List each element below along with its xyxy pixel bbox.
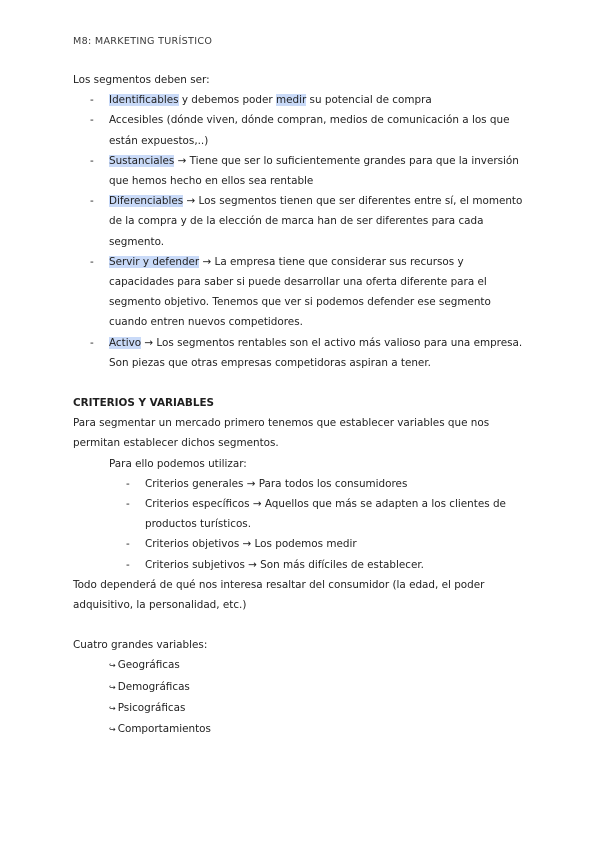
- highlighted-term: Identificables: [109, 94, 179, 107]
- highlighted-term: Servir y defender: [109, 255, 200, 268]
- segments-intro: Los segmentos deben ser:: [73, 74, 210, 86]
- highlighted-term: Activo: [109, 336, 142, 349]
- list-item: - Diferenciables → Los segmentos tienen que ser diferentes entre sí, el momento de la compra y de la elección de marca han de ser diferentes para cada segmento.: [73, 191, 528, 252]
- variables-intro: Cuatro grandes variables:: [73, 639, 208, 652]
- return-arrow-icon: ↪: [109, 725, 116, 735]
- list-item: ↪ Demográficas: [109, 680, 190, 693]
- criteria-list: [109, 474, 528, 575]
- list-item: - Activo → Los segmentos rentables son el activo más valioso para una empresa. Son piezas que otras empresas competidoras aspiran a tener.: [73, 333, 528, 373]
- criteria-conclusion: Todo dependerá de qué nos interesa resaltar del consumidor (la edad, el poder adquisitivo, la personalidad, etc.): [73, 578, 485, 612]
- variables-list: [73, 655, 528, 740]
- highlighted-term: medir: [275, 94, 307, 107]
- spacer: [73, 615, 528, 635]
- list-item: - Identificables y debemos poder medir su potencial de compra: [73, 90, 528, 110]
- return-arrow-icon: ↪: [109, 703, 116, 713]
- document-body: [73, 70, 528, 740]
- highlighted-term: Sustanciales: [109, 154, 175, 167]
- list-item: - Criterios objetivos → Los podemos medir: [109, 534, 528, 554]
- return-arrow-icon: ↪: [109, 682, 116, 692]
- segments-list: [73, 90, 528, 373]
- list-item: - Criterios generales → Para todos los consumidores: [109, 474, 528, 494]
- list-item: - Accesibles (dónde viven, dónde compran, medios de comunicación a los que están expuestos,..): [73, 110, 528, 150]
- list-item: ↪ Psicográficas: [109, 701, 186, 714]
- highlighted-term: Diferenciables: [109, 195, 184, 208]
- return-arrow-icon: ↪: [109, 661, 116, 671]
- list-item: - Criterios específicos → Aquellos que más se adapten a los clientes de productos turísticos.: [109, 494, 528, 534]
- list-item: ↪ Geográficas: [109, 659, 180, 672]
- section-title: CRITERIOS Y VARIABLES: [73, 397, 215, 410]
- list-item: - Servir y defender → La empresa tiene que considerar sus recursos y capacidades para saber si puede desarrollar una oferta diferente para el segmento objetivo. Tenemos que ver si podemos defender ese segmento cuando entren nuevos competidores.: [73, 252, 528, 333]
- criteria-intro: Para segmentar un mercado primero tenemos que establecer variables que nos permitan establecer dichos segmentos.: [73, 417, 490, 450]
- list-item: - Sustanciales → Tiene que ser lo suficientemente grandes para que la inversión que hemos hecho en ellos sea rentable: [73, 151, 528, 191]
- criteria-sub-intro: Para ello podemos utilizar:: [109, 457, 247, 470]
- list-item: ↪ Comportamientos: [109, 723, 211, 736]
- list-item: - Criterios subjetivos → Son más difíciles de establecer.: [109, 555, 528, 575]
- document-header: M8: MARKETING TURÍSTICO: [73, 36, 213, 47]
